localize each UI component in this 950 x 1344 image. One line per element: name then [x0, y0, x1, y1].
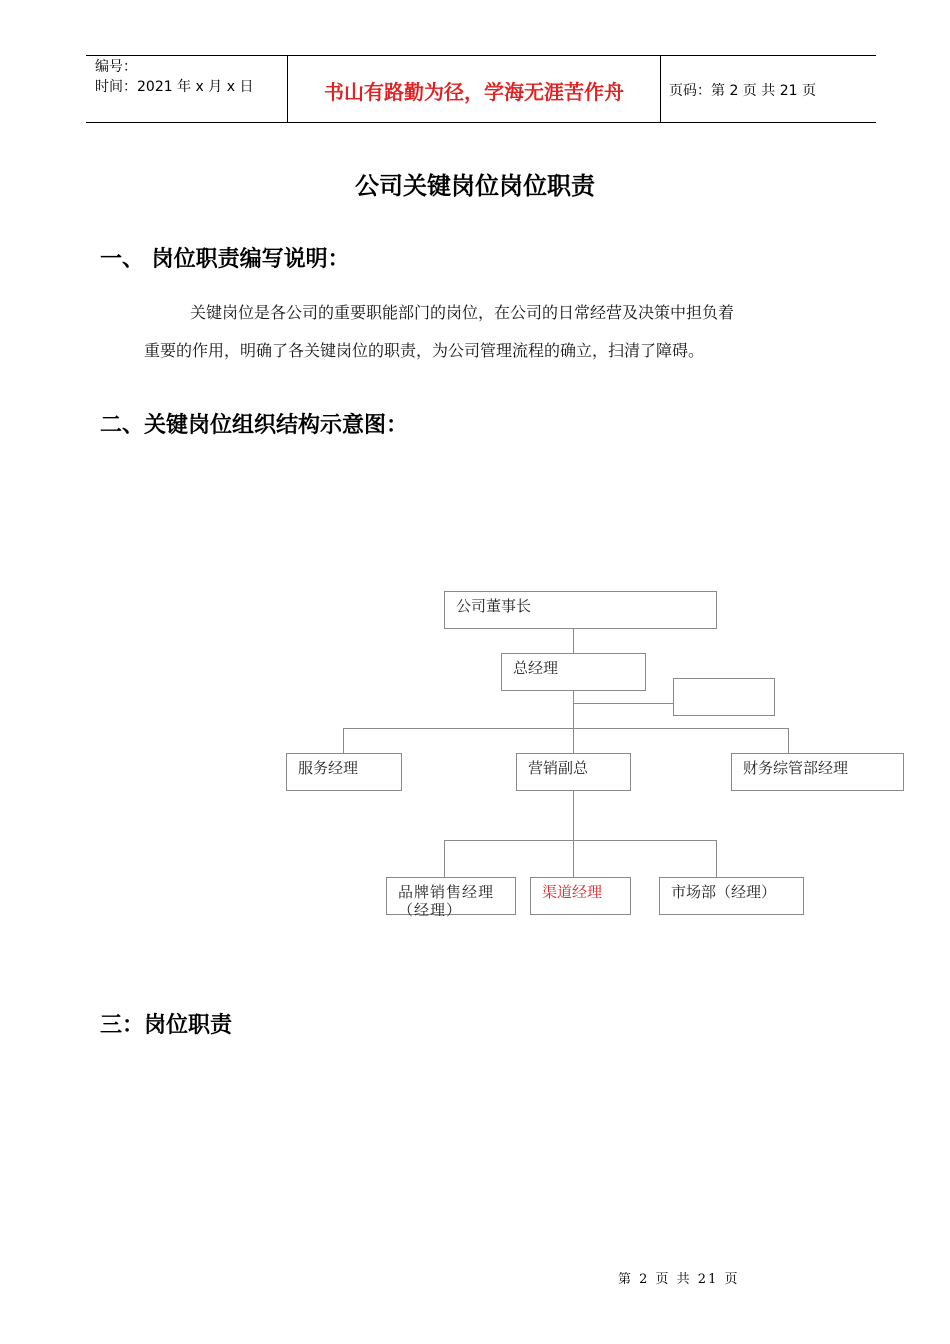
section-1-heading: 一、 岗位职责编写说明： — [100, 247, 350, 272]
header-top-rule — [86, 55, 876, 56]
connector-assistant — [573, 703, 674, 704]
section-1-paragraph — [144, 294, 864, 370]
document-number-label: 编号： — [95, 59, 137, 75]
connector-to-brand — [444, 840, 445, 877]
header-bottom-rule — [86, 122, 876, 123]
org-box-channel-manager: 渠道经理 — [530, 877, 631, 915]
document-date: 时间：2021 年 x 月 x 日 — [95, 79, 254, 95]
org-box-finance-manager: 财务综管部经理 — [731, 753, 904, 791]
header-page-info: 页码：第 2 页 共 21 页 — [669, 83, 816, 99]
paragraph-line-1: 关键岗位是各公司的重要职能部门的岗位，在公司的日常经营及决策中担负着 — [190, 303, 735, 322]
connector-level3-bar — [444, 840, 717, 841]
header-meta — [95, 57, 253, 97]
footer-page-number: 第 2 页 共 21 页 — [618, 1272, 740, 1287]
header-motto: 书山有路勤为径，学海无涯苦作舟 — [324, 80, 624, 104]
paragraph-line-2: 重要的作用，明确了各关键岗位的职责，为公司管理流程的确立，扫清了障碍。 — [144, 341, 705, 360]
org-box-marketing-vp: 营销副总 — [516, 753, 631, 791]
connector-to-market — [716, 840, 717, 877]
org-box-assistant — [673, 678, 775, 716]
org-box-brand-sales-manager: 品牌销售经理（经理） — [386, 877, 516, 915]
org-box-general-manager: 总经理 — [501, 653, 646, 691]
org-box-service-manager: 服务经理 — [286, 753, 402, 791]
connector-vp-down — [573, 790, 574, 877]
connector-chairman-gm — [573, 628, 574, 653]
org-box-chairman: 公司董事长 — [444, 591, 717, 629]
connector-to-finance — [788, 728, 789, 753]
connector-gm-down — [573, 690, 574, 753]
section-2-heading: 二、关键岗位组织结构示意图： — [100, 413, 409, 438]
connector-level2-bar — [343, 728, 789, 729]
org-box-market-dept: 市场部（经理） — [659, 877, 804, 915]
document-title: 公司关键岗位岗位职责 — [355, 172, 595, 200]
connector-to-service — [343, 728, 344, 753]
section-3-heading: 三：岗位职责 — [100, 1013, 233, 1038]
header-divider-right — [660, 55, 661, 123]
